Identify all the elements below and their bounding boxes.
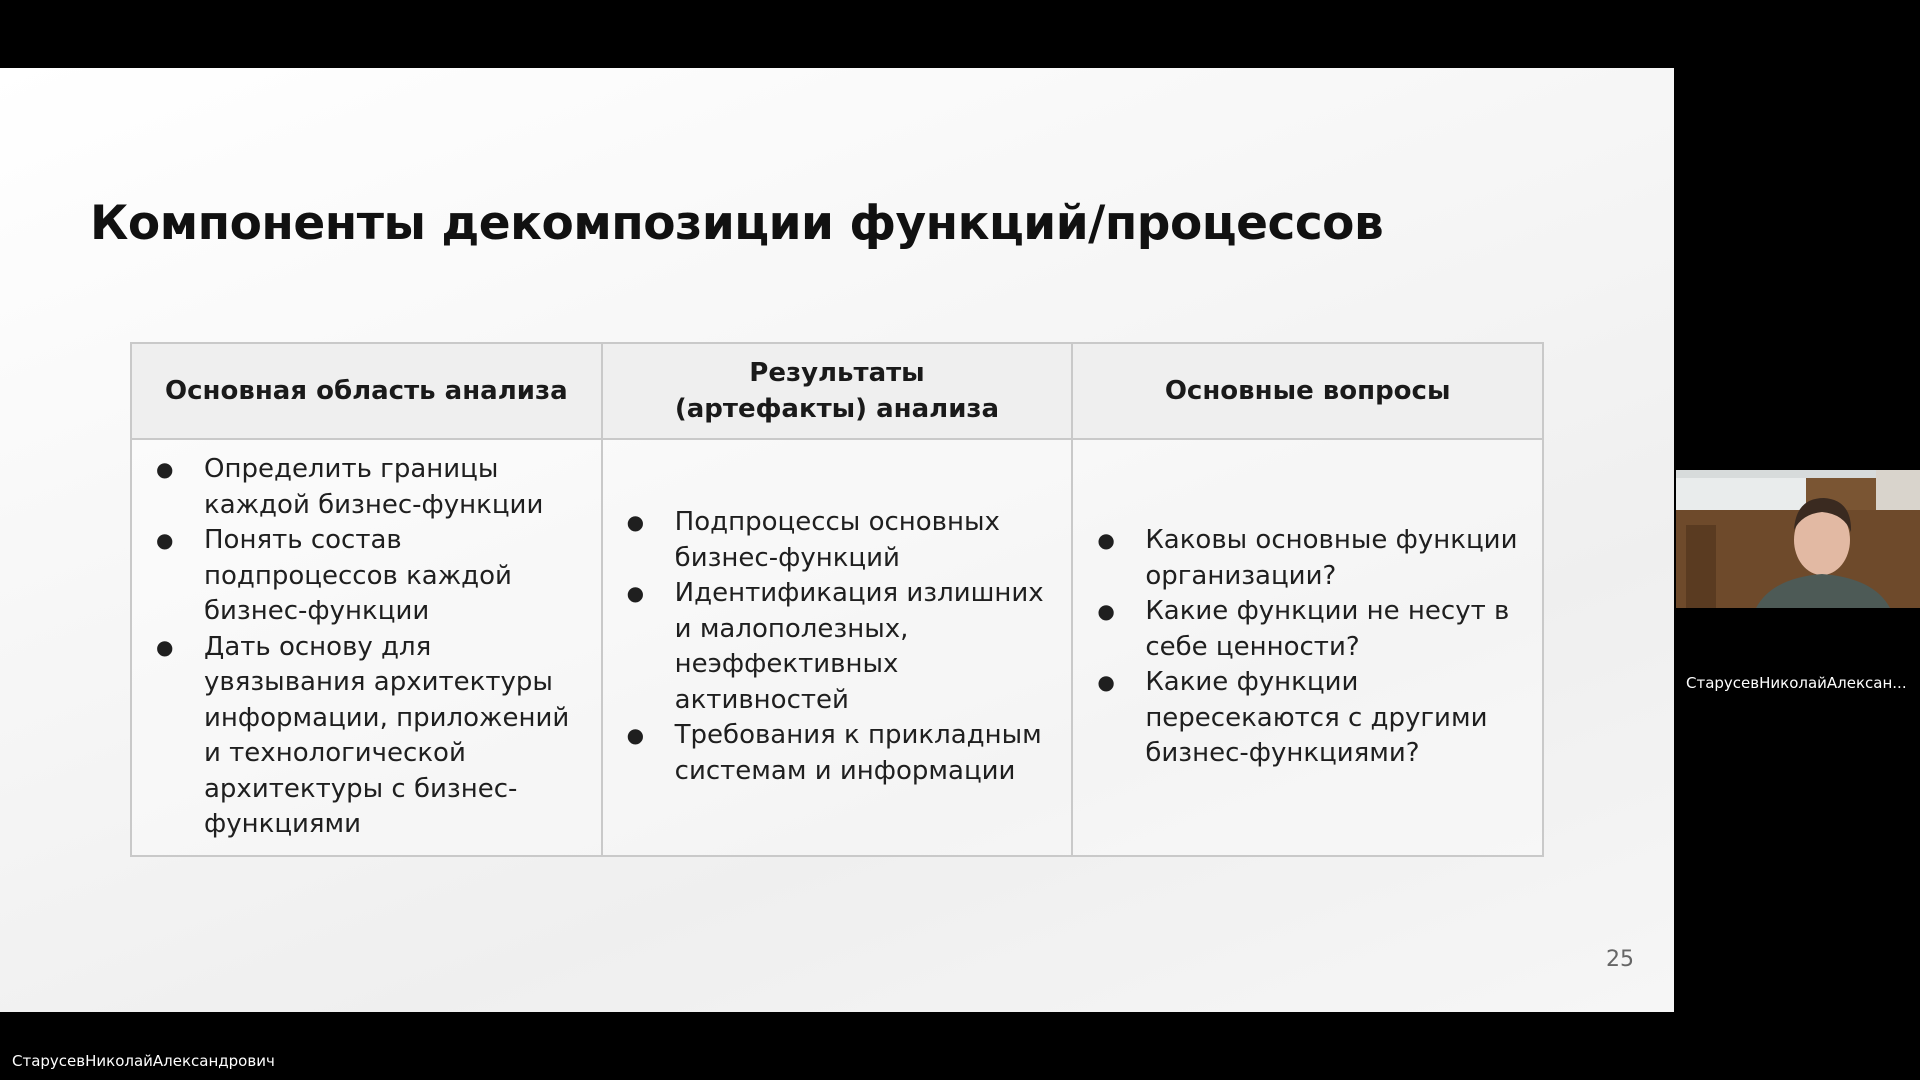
slide-title: Компоненты декомпозиции функций/процессов (90, 196, 1384, 251)
cell-questions (1072, 439, 1543, 856)
list-item: ● Какие функции пересекаются с другими бизнес-функциями? (1097, 665, 1526, 772)
shared-slide (0, 68, 1674, 1012)
analysis-table-container (130, 342, 1544, 857)
main-area-list (132, 440, 601, 855)
header-results (602, 343, 1073, 439)
list-item: ● Подпроцессы основных бизнес-функций (627, 505, 1056, 576)
header-main-area: Основная область анализа (131, 343, 602, 439)
presenter-name-label: СтарусевНиколайАлександрович (12, 1052, 275, 1070)
participant-video-frame (1676, 470, 1920, 608)
cell-results (602, 439, 1073, 856)
list-item: ● Определить границы каждой бизнес-функции (156, 452, 585, 523)
results-list (603, 493, 1072, 801)
cell-main-area (131, 439, 602, 856)
participant-video-tile[interactable] (1676, 470, 1920, 608)
list-item: ● Требования к прикладным системам и информации (627, 718, 1056, 789)
table-header-row (131, 343, 1543, 439)
questions-list (1073, 511, 1542, 784)
participant-name-label: СтарусевНиколайАлексан... (1686, 674, 1907, 692)
analysis-table (130, 342, 1544, 857)
header-questions: Основные вопросы (1072, 343, 1543, 439)
list-item: ● Каковы основные функции организации? (1097, 523, 1526, 594)
header-results-text: Результаты (артефакты) анализа (674, 358, 1000, 424)
slide-page-number: 25 (1606, 947, 1634, 972)
list-item: ● Понять состав подпроцессов каждой бизнес-функции (156, 523, 585, 630)
list-item: ● Какие функции не несут в себе ценности? (1097, 594, 1526, 665)
table-row (131, 439, 1543, 856)
list-item: ● Идентификация излишних и малополезных, неэффективных активностей (627, 576, 1056, 718)
list-item: ● Дать основу для увязывания архитектуры информации, приложений и технологической архитектуры с бизнес-функциями (156, 630, 585, 843)
